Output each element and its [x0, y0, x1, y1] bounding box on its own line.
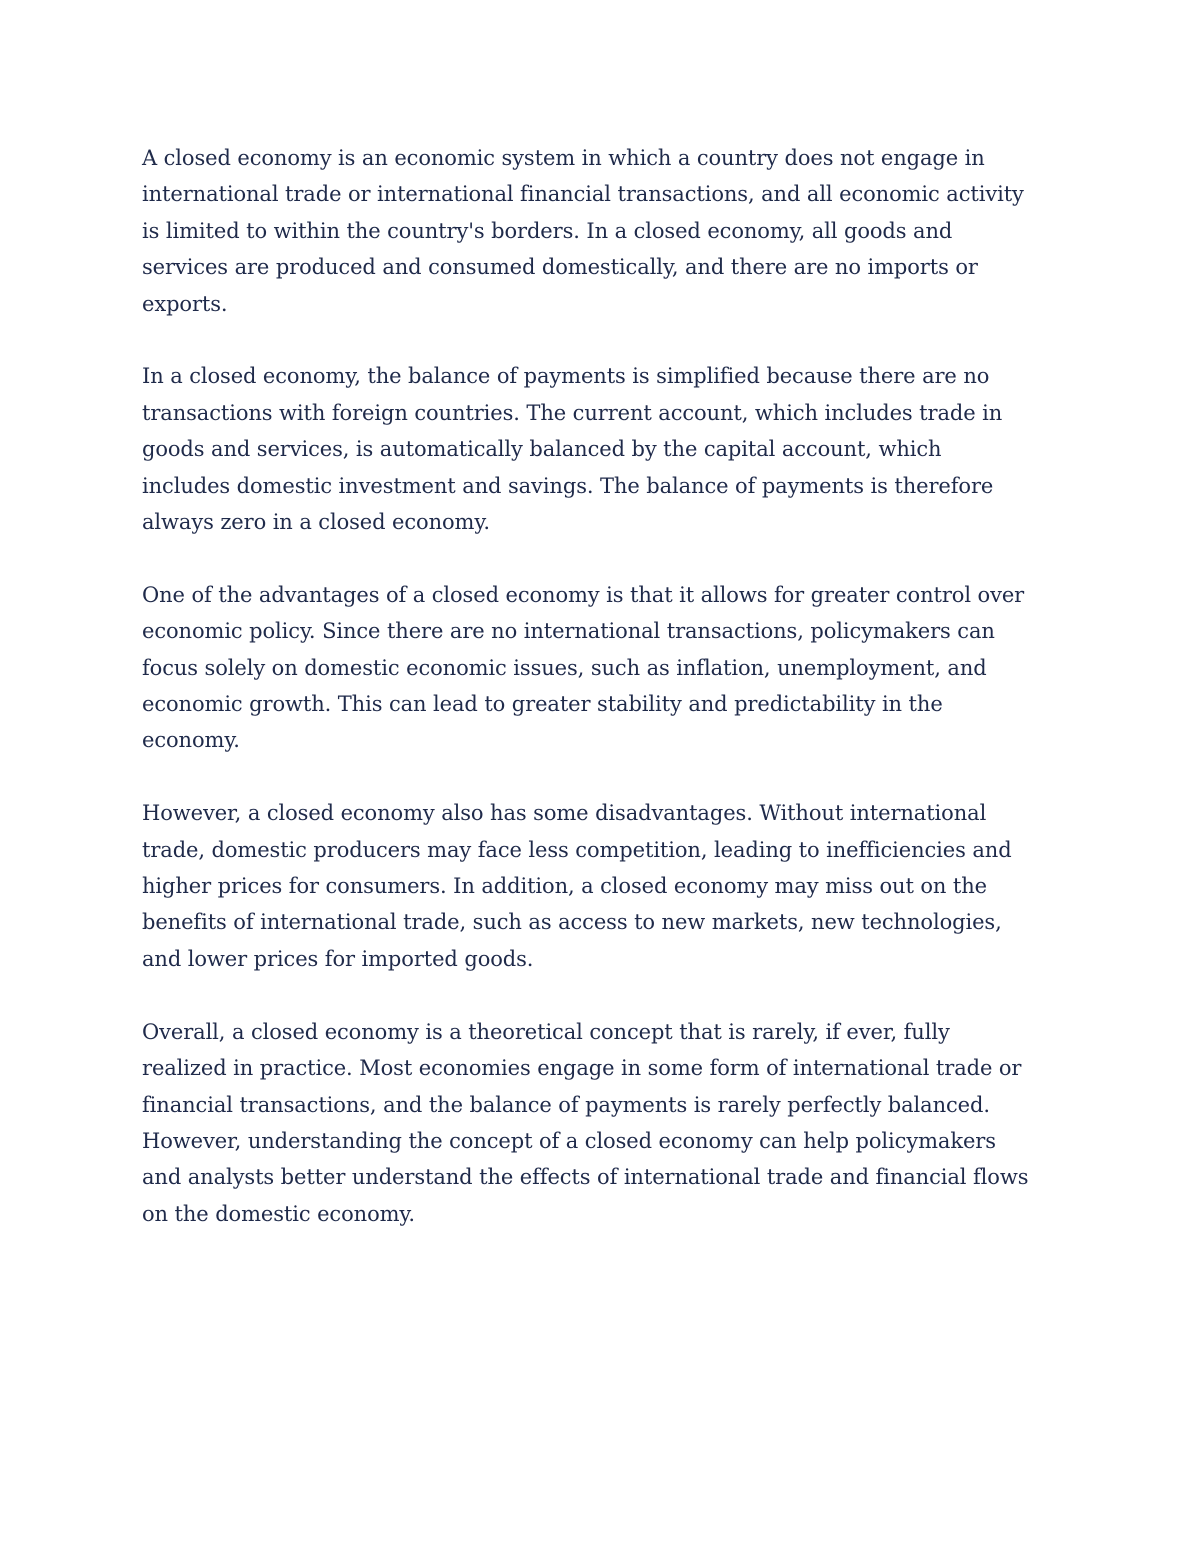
text-line: financial transactions, and the balance of payments is rarely perfectly balanced.	[142, 1092, 990, 1117]
text-line: and lower prices for imported goods.	[142, 946, 534, 971]
text-line: higher prices for consumers. In addition, a closed economy may miss out on the	[142, 874, 987, 899]
text-line: on the domestic economy.	[142, 1201, 415, 1226]
text-line: In a closed economy, the balance of payments is simplified because there are no	[142, 364, 990, 389]
text-line: services are produced and consumed domestically, and there are no imports or	[142, 255, 978, 280]
paragraph-1	[142, 140, 1062, 322]
paragraph-3	[142, 577, 1062, 759]
text-line: economic growth. This can lead to greater stability and predictability in the	[142, 692, 943, 717]
text-line: exports.	[142, 291, 228, 316]
text-line: benefits of international trade, such as access to new markets, new technologies,	[142, 910, 1002, 935]
paragraph-2	[142, 358, 1062, 540]
text-line: One of the advantages of a closed economy is that it allows for greater control over	[142, 582, 1025, 607]
text-line: always zero in a closed economy.	[142, 510, 490, 535]
text-line: Overall, a closed economy is a theoretical concept that is rarely, if ever, fully	[142, 1019, 950, 1044]
text-line: includes domestic investment and savings. The balance of payments is therefore	[142, 473, 994, 498]
document-body	[142, 140, 1062, 1269]
text-line: is limited to within the country's borders. In a closed economy, all goods and	[142, 218, 953, 243]
text-line: transactions with foreign countries. The current account, which includes trade in	[142, 400, 1003, 425]
text-line: A closed economy is an economic system in which a country does not engage in	[142, 146, 985, 170]
text-line: focus solely on domestic economic issues, such as inflation, unemployment, and	[142, 655, 987, 680]
text-line: trade, domestic producers may face less competition, leading to inefficiencies and	[142, 837, 1012, 862]
paragraph-4	[142, 795, 1062, 977]
text-line: goods and services, is automatically balanced by the capital account, which	[142, 437, 942, 462]
text-line: and analysts better understand the effects of international trade and financial flows	[142, 1165, 1029, 1190]
paragraph-5	[142, 1014, 1062, 1232]
text-line: international trade or international financial transactions, and all economic activity	[142, 182, 1024, 207]
text-line: economic policy. Since there are no international transactions, policymakers can	[142, 619, 995, 644]
text-line: realized in practice. Most economies engage in some form of international trade or	[142, 1056, 1022, 1081]
text-line: However, a closed economy also has some disadvantages. Without international	[142, 801, 987, 826]
text-line: economy.	[142, 728, 240, 753]
text-line: However, understanding the concept of a closed economy can help policymakers	[142, 1128, 996, 1153]
